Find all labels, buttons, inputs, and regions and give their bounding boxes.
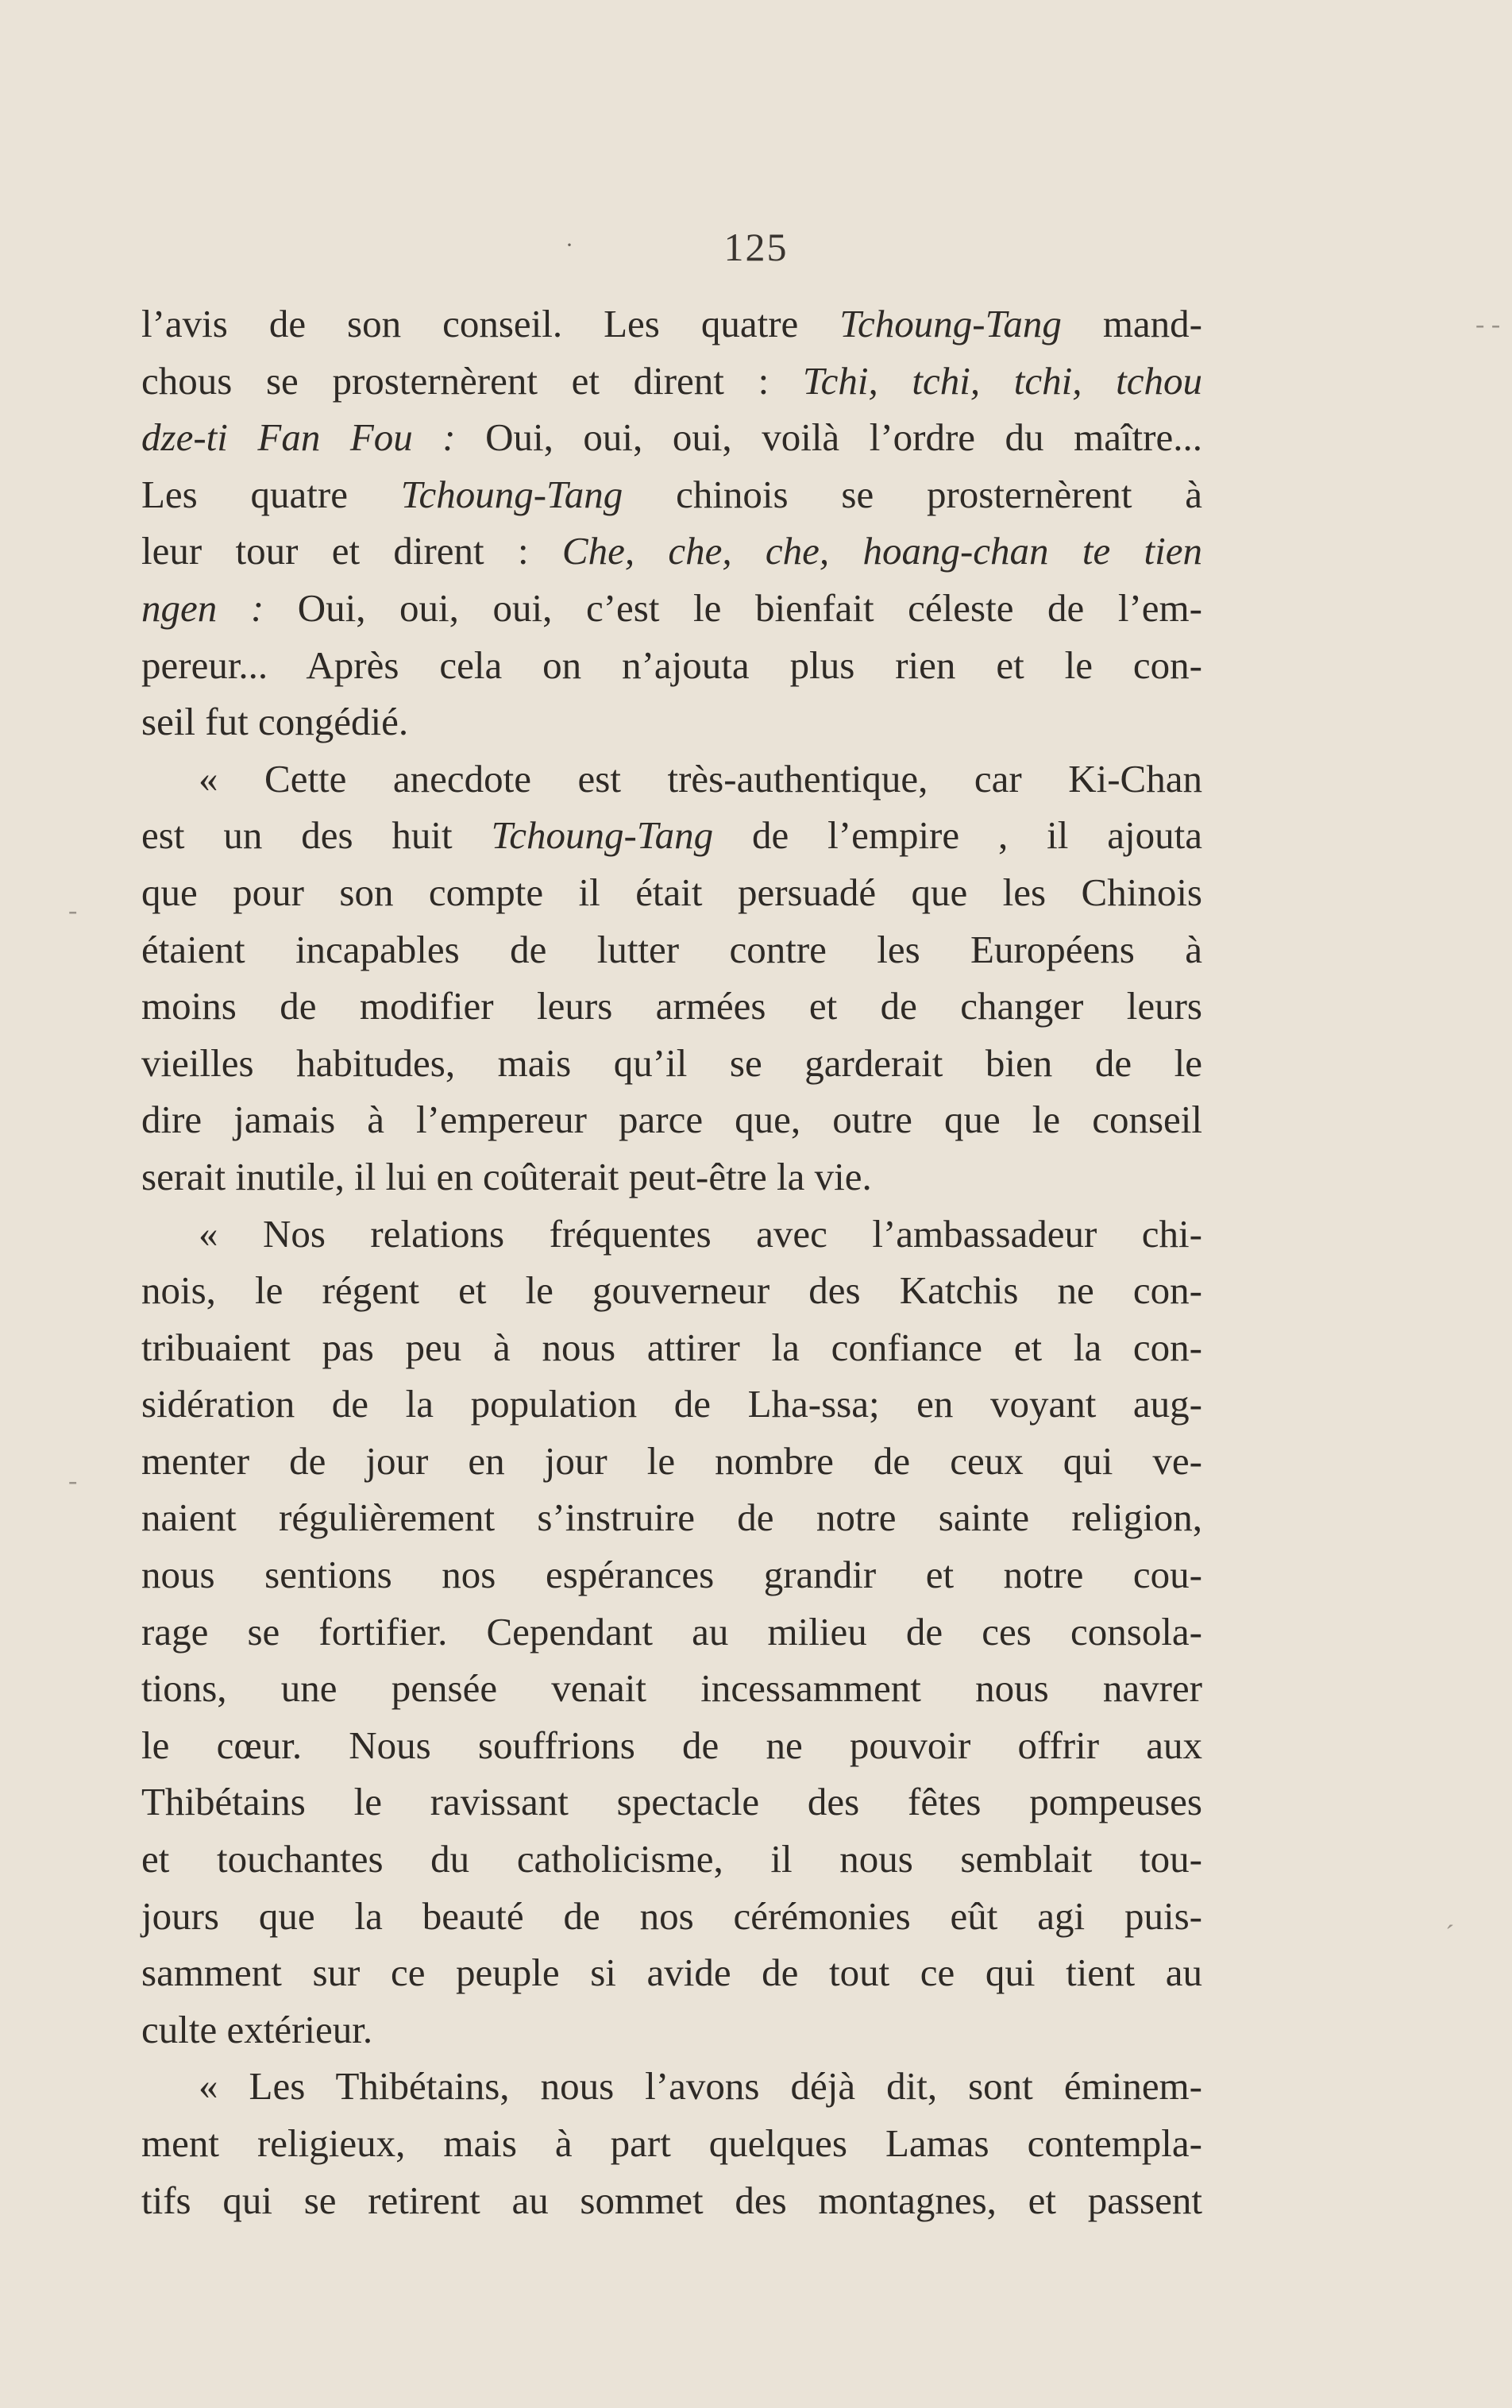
- text-line: [141, 1206, 1202, 1263]
- page-number: 125: [723, 225, 789, 269]
- text-segment: et touchantes du catholicisme, il nous semblait tou-: [141, 1837, 1202, 1881]
- body-text: [141, 295, 1202, 2229]
- text-segment: leur tour et dirent :: [141, 529, 562, 573]
- text-line: [141, 2172, 1202, 2229]
- margin-dash-mark: -: [68, 896, 78, 925]
- text-line: [141, 466, 1202, 523]
- text-line: [141, 1717, 1202, 1774]
- text-line: [141, 1262, 1202, 1319]
- text-segment: tions, une pensée venait incessamment nous navrer: [141, 1666, 1202, 1711]
- text-segment: jours que la beauté de nos cérémonies eût agi puis-: [141, 1893, 1202, 1938]
- italic-term: Tchoung-Tang: [400, 472, 623, 516]
- text-segment: est un des huit: [141, 813, 492, 858]
- text-line: [141, 1660, 1202, 1717]
- text-segment: serait inutile, il lui en coûterait peut-être la vie.: [141, 1154, 872, 1198]
- text-segment: chinois se prosternèrent à: [623, 472, 1202, 516]
- text-line: [141, 580, 1202, 637]
- text-segment: mand-: [1061, 302, 1202, 345]
- text-segment: tribuaient pas peu à nous attirer la confiance et la con-: [141, 1325, 1202, 1369]
- text-line: [141, 1603, 1202, 1661]
- text-line: [141, 1035, 1202, 1092]
- margin-tick-mark: ´: [1445, 1920, 1455, 1950]
- text-line: [141, 2058, 1202, 2115]
- text-line: [141, 693, 1202, 751]
- text-line: [141, 1091, 1202, 1148]
- text-segment: menter de jour en jour le nombre de ceux qui ve-: [141, 1438, 1202, 1483]
- text-segment: Thibétains le ravissant spectacle des fêtes pompeuses: [141, 1780, 1202, 1824]
- text-line: [141, 1433, 1202, 1490]
- text-segment: sidération de la population de Lha-ssa; en voyant aug-: [141, 1382, 1202, 1426]
- text-segment: étaient incapables de lutter contre les Européens à: [141, 927, 1202, 971]
- text-line: [141, 1888, 1202, 1945]
- text-line: [141, 1944, 1202, 2001]
- text-line: [141, 1489, 1202, 1546]
- text-segment: samment sur ce peuple si avide de tout ce qui tient au: [141, 1951, 1202, 1995]
- text-line: [141, 2115, 1202, 2172]
- text-segment: Oui, oui, oui, c’est le bienfait céleste de l’em-: [264, 585, 1202, 630]
- text-segment: nois, le régent et le gouverneur des Katchis ne con-: [141, 1268, 1202, 1313]
- text-line: [141, 1831, 1202, 1888]
- text-segment: « Les Thibétains, nous l’avons déjà dit, sont éminem-: [199, 2064, 1202, 2109]
- text-line: [141, 978, 1202, 1035]
- text-line: [141, 864, 1202, 921]
- text-segment: dire jamais à l’empereur parce que, outre que le conseil: [141, 1098, 1202, 1142]
- text-segment: tifs qui se retirent au sommet des montagnes, et passent: [141, 2178, 1202, 2222]
- page-dot-mark: ·: [565, 232, 573, 258]
- text-segment: culte extérieur.: [141, 2007, 373, 2051]
- text-segment: « Cette anecdote est très-authentique, car Ki-Chan: [199, 756, 1202, 801]
- margin-dash-mark: -: [68, 1466, 78, 1495]
- text-segment: le cœur. Nous souffrions de ne pouvoir offrir aux: [141, 1723, 1202, 1767]
- text-line: [141, 751, 1202, 808]
- text-segment: Les quatre: [141, 472, 401, 516]
- text-line: [141, 1773, 1202, 1831]
- text-line: [141, 807, 1202, 864]
- margin-dash-mark: - -: [1475, 310, 1501, 339]
- text-segment: ment religieux, mais à part quelques Lamas contempla-: [141, 2121, 1202, 2165]
- italic-term: Che, che, che, hoang-chan te tien: [561, 529, 1202, 573]
- italic-term: ngen :: [141, 585, 264, 630]
- text-line: [141, 523, 1202, 580]
- italic-term: Tchi, tchi, tchi, tchou: [802, 358, 1202, 403]
- text-segment: seil fut congédié.: [141, 700, 409, 744]
- text-line: [141, 295, 1202, 353]
- text-line: [141, 1376, 1202, 1433]
- text-segment: nous sentions nos espérances grandir et notre cou-: [141, 1553, 1202, 1597]
- text-line: [141, 353, 1202, 410]
- text-segment: « Nos relations fréquentes avec l’ambassadeur chi-: [199, 1211, 1202, 1256]
- text-line: [141, 637, 1202, 694]
- text-segment: vieilles habitudes, mais qu’il se garderait bien de le: [141, 1040, 1202, 1085]
- italic-term: dze-ti Fan Fou :: [141, 415, 456, 460]
- italic-term: Tchoung-Tang: [491, 813, 714, 858]
- text-segment: moins de modifier leurs armées et de changer leurs: [141, 984, 1202, 1028]
- text-segment: que pour son compte il était persuadé que les Chinois: [141, 870, 1202, 914]
- text-line: [141, 1546, 1202, 1603]
- text-line: [141, 409, 1202, 466]
- italic-term: Tchoung-Tang: [839, 302, 1062, 345]
- text-segment: Oui, oui, oui, voilà l’ordre du maître...: [455, 415, 1202, 460]
- text-line: [141, 1319, 1202, 1376]
- text-segment: rage se fortifier. Cependant au milieu de ces consola-: [141, 1609, 1202, 1654]
- text-segment: l’avis de son conseil. Les quatre: [141, 302, 840, 345]
- text-line: [141, 921, 1202, 978]
- text-segment: de l’empire , il ajouta: [713, 813, 1202, 858]
- text-line: [141, 2001, 1202, 2059]
- text-segment: chous se prosternèrent et dirent :: [141, 358, 803, 403]
- text-segment: pereur... Après cela on n’ajouta plus rien et le con-: [141, 643, 1202, 687]
- text-line: [141, 1148, 1202, 1206]
- text-segment: naient régulièrement s’instruire de notre sainte religion,: [141, 1495, 1202, 1540]
